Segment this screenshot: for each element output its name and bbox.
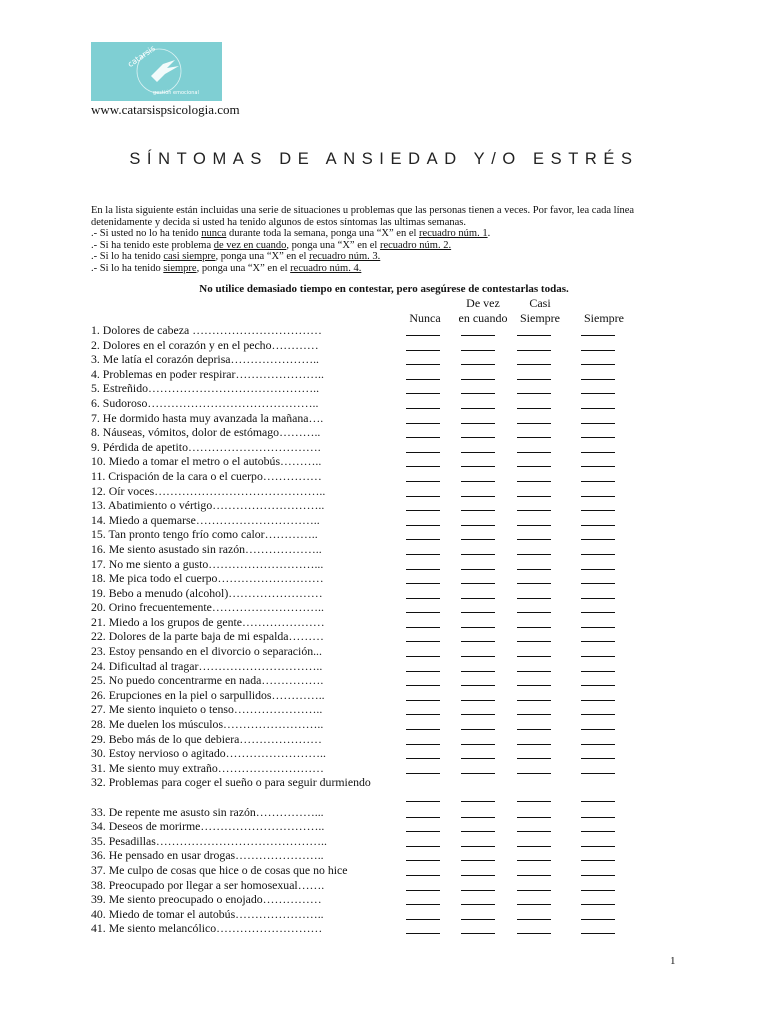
- answer-blank-2[interactable]: [461, 452, 495, 453]
- symptom-label: 34. Deseos de morirme…………………………..: [91, 819, 325, 834]
- list-item: [91, 411, 691, 426]
- answer-blank-3[interactable]: [517, 801, 551, 802]
- symptom-label: 31. Me siento muy extraño………………………: [91, 760, 324, 775]
- instruction-line-2: .- Si ha tenido este problema de vez en cuando, ponga una “X” en el recuadro núm. 2.: [91, 239, 452, 251]
- answer-blank-2[interactable]: [461, 539, 495, 540]
- answer-blank-3[interactable]: [517, 481, 551, 482]
- answer-blank-4[interactable]: [581, 817, 615, 818]
- list-item: [91, 805, 691, 820]
- list-item: [91, 921, 691, 936]
- answer-blank-3[interactable]: [517, 758, 551, 759]
- symptom-label: 28. Me duelen los músculos……………………..: [91, 717, 324, 732]
- answer-blank-4[interactable]: [581, 466, 615, 467]
- symptom-label: 32. Problemas para coger el sueño o para seguir durmiendo: [91, 775, 371, 790]
- answer-blank-3[interactable]: [517, 583, 551, 584]
- answer-blank-1[interactable]: [406, 612, 440, 613]
- list-item: [91, 775, 691, 804]
- symptom-label: 38. Preocupado por llegar a ser homosexual…….: [91, 877, 325, 892]
- list-item: [91, 659, 691, 674]
- answer-blank-4[interactable]: [581, 758, 615, 759]
- answer-blank-4[interactable]: [581, 539, 615, 540]
- answer-blank-2[interactable]: [461, 904, 495, 905]
- symptom-label: 39. Me siento preocupado o enojado……………: [91, 892, 322, 907]
- answer-blank-3[interactable]: [517, 598, 551, 599]
- answer-blank-1[interactable]: [406, 801, 440, 802]
- answer-blank-2[interactable]: [461, 656, 495, 657]
- answer-blank-3[interactable]: [517, 933, 551, 934]
- answer-blank-4[interactable]: [581, 671, 615, 672]
- symptom-label: 30. Estoy nervioso o agitado……………………..: [91, 746, 326, 761]
- answer-blank-2[interactable]: [461, 773, 495, 774]
- symptom-label: 12. Oír voces……………………………………..: [91, 483, 326, 498]
- answer-blank-3[interactable]: [517, 860, 551, 861]
- answer-blank-3[interactable]: [517, 656, 551, 657]
- symptom-label: 2. Dolores en el corazón y en el pecho…………: [91, 337, 319, 352]
- answer-blank-1[interactable]: [406, 554, 440, 555]
- list-item: [91, 513, 691, 528]
- list-item: [91, 688, 691, 703]
- answer-blank-1[interactable]: [406, 496, 440, 497]
- answer-blank-2[interactable]: [461, 641, 495, 642]
- list-item: [91, 673, 691, 688]
- answer-blank-2[interactable]: [461, 758, 495, 759]
- answer-blank-2[interactable]: [461, 919, 495, 920]
- symptom-label: 1. Dolores de cabeza ……………………………: [91, 323, 322, 337]
- answer-blank-2[interactable]: [461, 612, 495, 613]
- answer-blank-4[interactable]: [581, 685, 615, 686]
- answer-blank-4[interactable]: [581, 773, 615, 774]
- answer-blank-4[interactable]: [581, 364, 615, 365]
- symptom-label: 21. Miedo a los grupos de gente…………………: [91, 614, 325, 629]
- answer-blank-4[interactable]: [581, 714, 615, 715]
- answer-blank-1[interactable]: [406, 846, 440, 847]
- answer-blank-1[interactable]: [406, 539, 440, 540]
- column-header-siempre: Siempre: [584, 311, 624, 325]
- answer-blank-3[interactable]: [517, 612, 551, 613]
- answer-blank-2[interactable]: [461, 860, 495, 861]
- answer-blank-1[interactable]: [406, 627, 440, 628]
- answer-blank-3[interactable]: [517, 539, 551, 540]
- list-item: [91, 323, 691, 338]
- list-item: [91, 848, 691, 863]
- answer-blank-1[interactable]: [406, 729, 440, 730]
- answer-blank-1[interactable]: [406, 919, 440, 920]
- symptom-label: 25. No puedo concentrarme en nada…………….: [91, 673, 324, 688]
- answer-blank-4[interactable]: [581, 481, 615, 482]
- symptom-label: 16. Me siento asustado sin razón………………..: [91, 541, 322, 556]
- answer-blank-3[interactable]: [517, 875, 551, 876]
- answer-blank-1[interactable]: [406, 525, 440, 526]
- list-item: [91, 557, 691, 572]
- answer-blank-3[interactable]: [517, 569, 551, 570]
- answer-blank-2[interactable]: [461, 598, 495, 599]
- answer-blank-3[interactable]: [517, 904, 551, 905]
- answer-blank-1[interactable]: [406, 598, 440, 599]
- answer-blank-3[interactable]: [517, 700, 551, 701]
- answer-blank-3[interactable]: [517, 335, 551, 336]
- answer-blank-2[interactable]: [461, 627, 495, 628]
- column-header-casi-siempre: Casi Siempre: [520, 296, 560, 325]
- answer-blank-2[interactable]: [461, 583, 495, 584]
- symptom-label: 33. De repente me asusto sin razón……………...: [91, 804, 324, 819]
- symptom-label: 29. Bebo más de lo que debiera…………………: [91, 731, 322, 746]
- symptom-label: 6. Sudoroso……………………………………..: [91, 395, 319, 410]
- answer-blank-4[interactable]: [581, 554, 615, 555]
- answer-blank-3[interactable]: [517, 817, 551, 818]
- column-header-de-vez-en-cuando: De vez en cuando: [458, 296, 508, 325]
- answer-blank-3[interactable]: [517, 744, 551, 745]
- list-item: [91, 629, 691, 644]
- symptom-label: 26. Erupciones en la piel o sarpullidos…………..: [91, 687, 325, 702]
- answer-blank-3[interactable]: [517, 525, 551, 526]
- answer-blank-2[interactable]: [461, 408, 495, 409]
- symptom-label: 7. He dormido hasta muy avanzada la mañana….: [91, 410, 324, 425]
- answer-blank-3[interactable]: [517, 379, 551, 380]
- list-item: [91, 907, 691, 922]
- logo-mark: [91, 42, 222, 101]
- symptom-label: 35. Pesadillas……………………………………..: [91, 833, 327, 848]
- list-item: [91, 717, 691, 732]
- list-item: [91, 454, 691, 469]
- answer-blank-4[interactable]: [581, 335, 615, 336]
- answer-blank-2[interactable]: [461, 569, 495, 570]
- answer-blank-1[interactable]: [406, 860, 440, 861]
- list-item: [91, 732, 691, 747]
- answer-blank-4[interactable]: [581, 423, 615, 424]
- answer-blank-3[interactable]: [517, 714, 551, 715]
- answer-blank-4[interactable]: [581, 801, 615, 802]
- answer-blank-1[interactable]: [406, 423, 440, 424]
- symptom-label: 20. Orino frecuentemente………………………..: [91, 600, 324, 615]
- list-item: [91, 615, 691, 630]
- answer-blank-4[interactable]: [581, 890, 615, 891]
- answer-blank-2[interactable]: [461, 525, 495, 526]
- symptom-label: 24. Dificultad al tragar…………………………..: [91, 658, 323, 673]
- answer-blank-2[interactable]: [461, 379, 495, 380]
- answer-blank-2[interactable]: [461, 335, 495, 336]
- answer-blank-3[interactable]: [517, 641, 551, 642]
- answer-blank-1[interactable]: [406, 817, 440, 818]
- answer-blank-4[interactable]: [581, 860, 615, 861]
- answer-blank-4[interactable]: [581, 641, 615, 642]
- symptom-label: 10. Miedo a tomar el metro o el autobús………..: [91, 454, 322, 469]
- answer-blank-4[interactable]: [581, 744, 615, 745]
- answer-blank-2[interactable]: [461, 685, 495, 686]
- symptom-label: 13. Abatimiento o vértigo………………………..: [91, 498, 325, 513]
- page-number: 1: [670, 955, 676, 967]
- svg-text:catarsis: catarsis: [126, 43, 157, 70]
- answer-blank-1[interactable]: [406, 656, 440, 657]
- symptom-label: 8. Náuseas, vómitos, dolor de estómago………..: [91, 425, 321, 440]
- answer-blank-2[interactable]: [461, 890, 495, 891]
- symptom-label: 40. Miedo de tomar el autobús…………………..: [91, 906, 324, 921]
- list-item: [91, 367, 691, 382]
- answer-blank-2[interactable]: [461, 831, 495, 832]
- answer-blank-3[interactable]: [517, 452, 551, 453]
- symptom-label: 17. No me siento a gusto………………………...: [91, 556, 324, 571]
- answer-blank-1[interactable]: [406, 933, 440, 934]
- symptom-label: 14. Miedo a quemarse…………………………..: [91, 512, 320, 527]
- list-item: [91, 863, 691, 878]
- answer-blank-1[interactable]: [406, 364, 440, 365]
- warning-note: No utilice demasiado tiempo en contestar, pero asegúrese de contestarlas todas.: [199, 283, 569, 295]
- answer-blank-4[interactable]: [581, 875, 615, 876]
- answer-blank-3[interactable]: [517, 919, 551, 920]
- answer-blank-3[interactable]: [517, 671, 551, 672]
- answer-blank-2[interactable]: [461, 801, 495, 802]
- answer-blank-3[interactable]: [517, 729, 551, 730]
- answer-blank-4[interactable]: [581, 846, 615, 847]
- list-item: [91, 396, 691, 411]
- answer-blank-1[interactable]: [406, 583, 440, 584]
- symptom-label: 37. Me culpo de cosas que hice o de cosas que no hice: [91, 862, 348, 877]
- answer-blank-4[interactable]: [581, 627, 615, 628]
- answer-blank-3[interactable]: [517, 773, 551, 774]
- symptom-label: 19. Bebo a menudo (alcohol)……………………: [91, 585, 323, 600]
- answer-blank-1[interactable]: [406, 393, 440, 394]
- list-item: [91, 702, 691, 717]
- answer-blank-4[interactable]: [581, 656, 615, 657]
- answer-blank-4[interactable]: [581, 569, 615, 570]
- answer-blank-1[interactable]: [406, 466, 440, 467]
- symptom-label: 18. Me pica todo el cuerpo………………………: [91, 571, 324, 586]
- answer-blank-1[interactable]: [406, 904, 440, 905]
- logo: [91, 42, 222, 101]
- answer-blank-4[interactable]: [581, 408, 615, 409]
- answer-blank-3[interactable]: [517, 496, 551, 497]
- answer-blank-1[interactable]: [406, 744, 440, 745]
- answer-blank-2[interactable]: [461, 671, 495, 672]
- answer-blank-4[interactable]: [581, 510, 615, 511]
- list-item: [91, 484, 691, 499]
- instruction-line-1: .- Si usted no lo ha tenido nunca durante toda la semana, ponga una “X” en el recuadro núm. 1.: [91, 228, 491, 239]
- intro-paragraph: En la lista siguiente están incluidas una serie de situaciones u problemas que las personas tienen a veces. Por favor, lea cada línea detenidamente y decida si usted ha tenido algunos de estos síntomas las ultimas semanas.: [91, 205, 635, 228]
- symptom-label: 9. Pérdida de apetito…………………………….: [91, 439, 321, 454]
- answer-blank-1[interactable]: [406, 437, 440, 438]
- list-item: [91, 834, 691, 849]
- answer-blank-2[interactable]: [461, 744, 495, 745]
- answer-blank-4[interactable]: [581, 525, 615, 526]
- answer-blank-1[interactable]: [406, 481, 440, 482]
- answer-blank-4[interactable]: [581, 379, 615, 380]
- answer-blank-4[interactable]: [581, 437, 615, 438]
- list-item: [91, 878, 691, 893]
- answer-blank-4[interactable]: [581, 393, 615, 394]
- answer-blank-2[interactable]: [461, 481, 495, 482]
- answer-blank-1[interactable]: [406, 379, 440, 380]
- answer-blank-2[interactable]: [461, 729, 495, 730]
- answer-blank-2[interactable]: [461, 933, 495, 934]
- answer-blank-4[interactable]: [581, 496, 615, 497]
- answer-blank-4[interactable]: [581, 452, 615, 453]
- answer-blank-4[interactable]: [581, 350, 615, 351]
- instruction-line-4: .- Si lo ha tenido siempre, ponga una “X” en el recuadro núm. 4.: [91, 262, 362, 274]
- answer-blank-1[interactable]: [406, 408, 440, 409]
- answer-blank-1[interactable]: [406, 335, 440, 336]
- list-item: [91, 381, 691, 396]
- answer-blank-3[interactable]: [517, 685, 551, 686]
- answer-blank-2[interactable]: [461, 350, 495, 351]
- answer-blank-1[interactable]: [406, 671, 440, 672]
- list-item: [91, 644, 691, 659]
- answer-blank-4[interactable]: [581, 612, 615, 613]
- answer-blank-1[interactable]: [406, 569, 440, 570]
- symptom-label: 23. Estoy pensando en el divorcio o separación...: [91, 644, 322, 659]
- answer-blank-3[interactable]: [517, 437, 551, 438]
- answer-blank-1[interactable]: [406, 758, 440, 759]
- list-item: [91, 352, 691, 367]
- answer-blank-1[interactable]: [406, 452, 440, 453]
- column-header-nunca: Nunca: [409, 311, 441, 325]
- answer-blank-2[interactable]: [461, 437, 495, 438]
- answer-blank-4[interactable]: [581, 729, 615, 730]
- list-item: [91, 338, 691, 353]
- list-item: [91, 527, 691, 542]
- list-item: [91, 819, 691, 834]
- answer-blank-1[interactable]: [406, 700, 440, 701]
- list-item: [91, 761, 691, 776]
- symptom-label: 41. Me siento melancólico………………………: [91, 921, 323, 936]
- symptom-label: 5. Estreñido……………………………………..: [91, 381, 320, 396]
- symptom-list: [91, 323, 691, 936]
- answer-blank-3[interactable]: [517, 466, 551, 467]
- answer-blank-4[interactable]: [581, 583, 615, 584]
- list-item: [91, 542, 691, 557]
- answer-blank-4[interactable]: [581, 700, 615, 701]
- answer-blank-3[interactable]: [517, 350, 551, 351]
- list-item: [91, 469, 691, 484]
- answer-blank-2[interactable]: [461, 554, 495, 555]
- list-item: [91, 571, 691, 586]
- answer-blank-2[interactable]: [461, 700, 495, 701]
- list-item: [91, 425, 691, 440]
- answer-blank-2[interactable]: [461, 510, 495, 511]
- page-title: SÍNTOMAS DE ANSIEDAD Y/O ESTRÉS: [129, 150, 639, 168]
- answer-blank-4[interactable]: [581, 831, 615, 832]
- answer-blank-3[interactable]: [517, 408, 551, 409]
- answer-blank-1[interactable]: [406, 890, 440, 891]
- answer-blank-1[interactable]: [406, 641, 440, 642]
- list-item: [91, 600, 691, 615]
- symptom-label: 4. Problemas en poder respirar…………………..: [91, 366, 324, 381]
- answer-blank-1[interactable]: [406, 875, 440, 876]
- instruction-line-3: .- Si lo ha tenido casi siempre, ponga una “X” en el recuadro núm. 3.: [91, 251, 381, 262]
- list-item: [91, 586, 691, 601]
- symptom-label: 11. Crispación de la cara o el cuerpo……………: [91, 468, 322, 483]
- answer-blank-3[interactable]: [517, 831, 551, 832]
- answer-blank-2[interactable]: [461, 393, 495, 394]
- answer-blank-2[interactable]: [461, 846, 495, 847]
- answer-blank-4[interactable]: [581, 598, 615, 599]
- symptom-label: 27. Me siento inquieto o tenso…………………..: [91, 702, 323, 717]
- answer-blank-1[interactable]: [406, 350, 440, 351]
- answer-blank-4[interactable]: [581, 919, 615, 920]
- answer-blank-2[interactable]: [461, 714, 495, 715]
- symptom-label: 3. Me latía el corazón deprisa…………………..: [91, 352, 320, 367]
- answer-blank-2[interactable]: [461, 817, 495, 818]
- list-item: [91, 892, 691, 907]
- list-item: [91, 498, 691, 513]
- answer-blank-3[interactable]: [517, 510, 551, 511]
- answer-blank-4[interactable]: [581, 933, 615, 934]
- answer-blank-3[interactable]: [517, 890, 551, 891]
- answer-blank-4[interactable]: [581, 904, 615, 905]
- svg-text:gestión emocional: gestión emocional: [153, 90, 199, 96]
- answer-blank-1[interactable]: [406, 714, 440, 715]
- answer-blank-1[interactable]: [406, 685, 440, 686]
- instructions: [91, 205, 691, 274]
- answer-blank-3[interactable]: [517, 393, 551, 394]
- list-item: [91, 746, 691, 761]
- answer-blank-1[interactable]: [406, 831, 440, 832]
- website-url[interactable]: www.catarsispsicologia.com: [91, 102, 240, 117]
- answer-blank-2[interactable]: [461, 875, 495, 876]
- symptom-label: 15. Tan pronto tengo frío como calor…………..: [91, 527, 318, 542]
- answer-blank-2[interactable]: [461, 466, 495, 467]
- answer-blank-3[interactable]: [517, 554, 551, 555]
- answer-blank-1[interactable]: [406, 773, 440, 774]
- answer-blank-3[interactable]: [517, 846, 551, 847]
- symptom-label: 22. Dolores de la parte baja de mi espalda………: [91, 629, 324, 644]
- answer-blank-3[interactable]: [517, 364, 551, 365]
- answer-blank-3[interactable]: [517, 423, 551, 424]
- list-item: [91, 440, 691, 455]
- answer-blank-2[interactable]: [461, 364, 495, 365]
- symptom-label: 36. He pensado en usar drogas…………………..: [91, 848, 324, 863]
- answer-blank-1[interactable]: [406, 510, 440, 511]
- answer-blank-3[interactable]: [517, 627, 551, 628]
- answer-blank-2[interactable]: [461, 423, 495, 424]
- answer-blank-2[interactable]: [461, 496, 495, 497]
